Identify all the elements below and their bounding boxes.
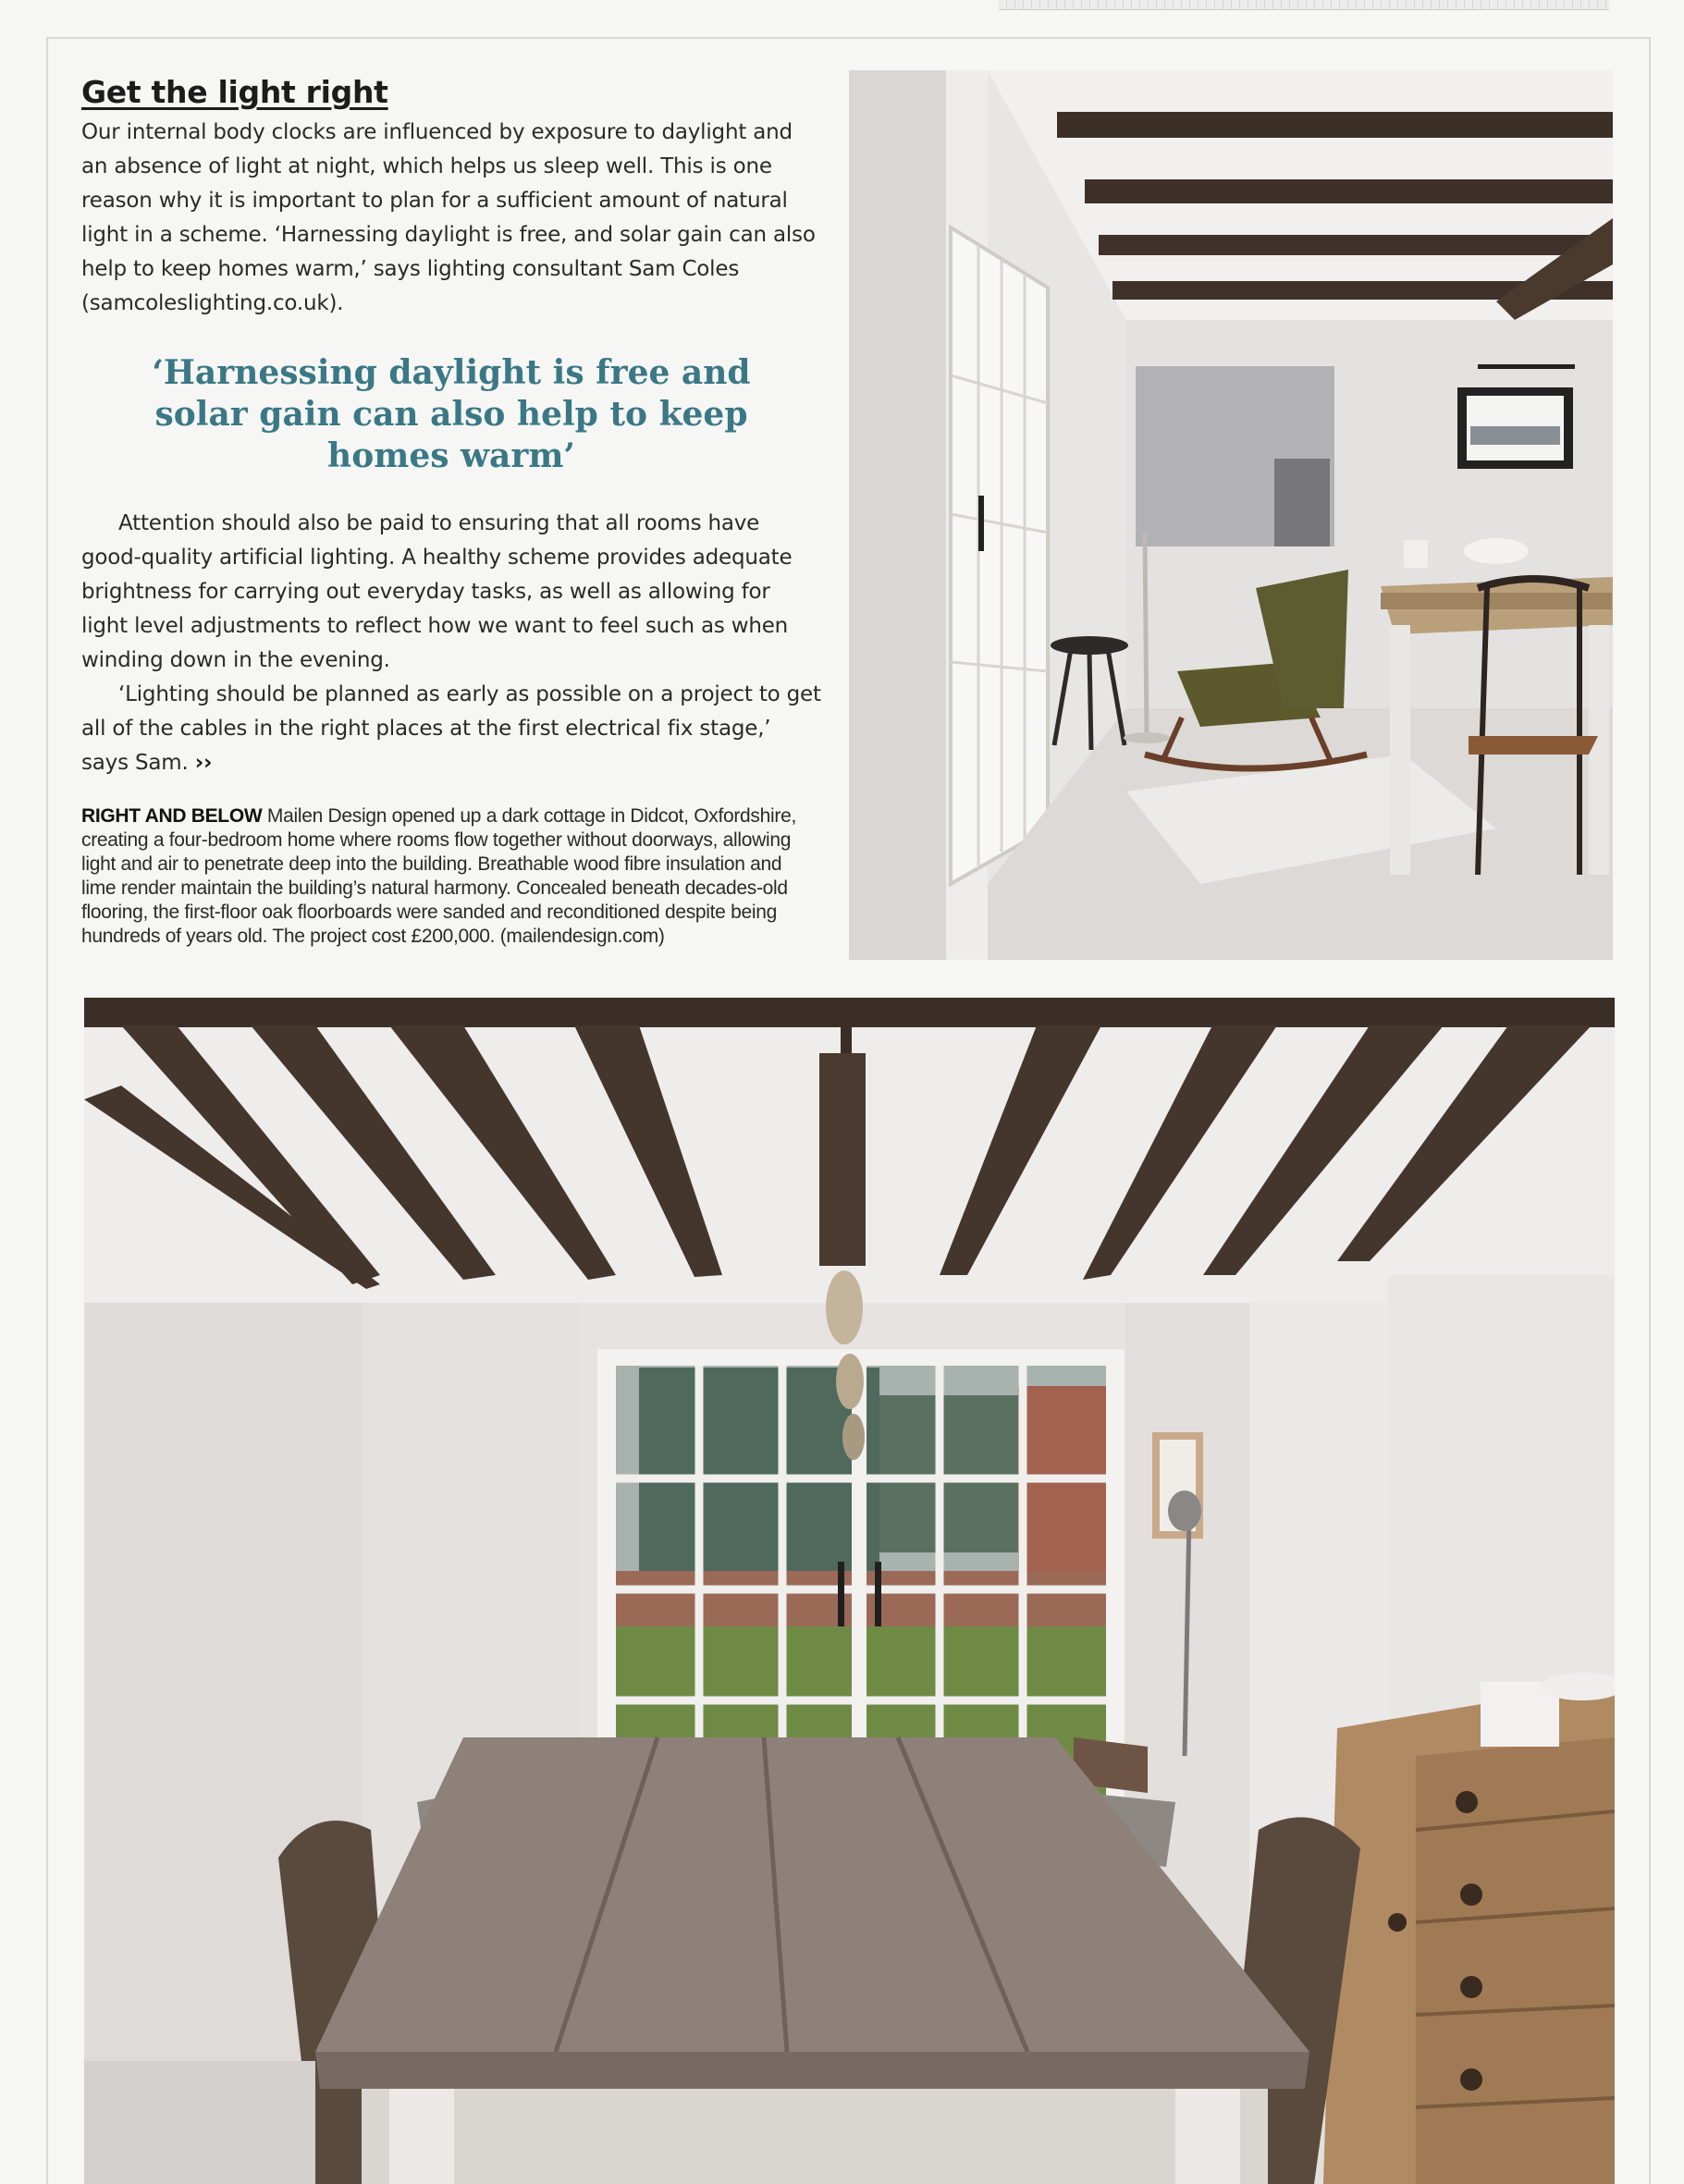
paragraph-intro: Our internal body clocks are influenced by exposure to daylight and an absence of light at night, which helps us sleep well. This is one reason why it is important to plan for a sufficient amount of natural light in a scheme. ‘Harnessing daylight is free, and solar gain can also help to keep homes warm,’ says lighting consultant Sam Coles (samcoleslighting.co.uk). <box>81 120 816 315</box>
caption-text: Mailen Design opened up a dark cottage in Didcot, Oxfordshire, creating a four-bedroom home where rooms flow together without doorways, allowing light and air to penetrate deep into the building. Breathable wood fibre insulation and lime render maintain the building’s natural harmony. Concealed beneath decades-old flooring, the first-floor oak floorboards were sanded and reconditioned despite being hundreds of years old. The project cost £200,000. (mailendesign.com) <box>81 805 796 947</box>
dining-room-photo-icon <box>84 998 1615 2184</box>
paragraph-artificial-lighting: Attention should also be paid to ensuring that all rooms have good-quality artificial lighting. A healthy scheme provides adequate brightness for carrying out everyday tasks, as well as allowing for light level adjustments to reflect how we want to feel such as when winding down in the evening. <box>81 511 793 672</box>
room-photo-icon <box>849 70 1613 960</box>
photo-caption <box>81 804 821 949</box>
section-heading: Get the light right <box>81 74 388 110</box>
article-text-column <box>81 74 821 949</box>
page-header-strip <box>999 0 1609 10</box>
paragraph-planning <box>81 678 821 780</box>
continue-chevron-icon: ›› <box>194 751 213 775</box>
pull-quote: ‘Harnessing daylight is free and solar gain can also help to keep homes warm’ <box>152 353 751 475</box>
caption-label: RIGHT AND BELOW <box>81 805 263 827</box>
paragraph-planning-text: ‘Lighting should be planned as early as possible on a project to get all of the cables in the right places at the first electrical fix stage,’ says Sam. <box>81 682 821 775</box>
